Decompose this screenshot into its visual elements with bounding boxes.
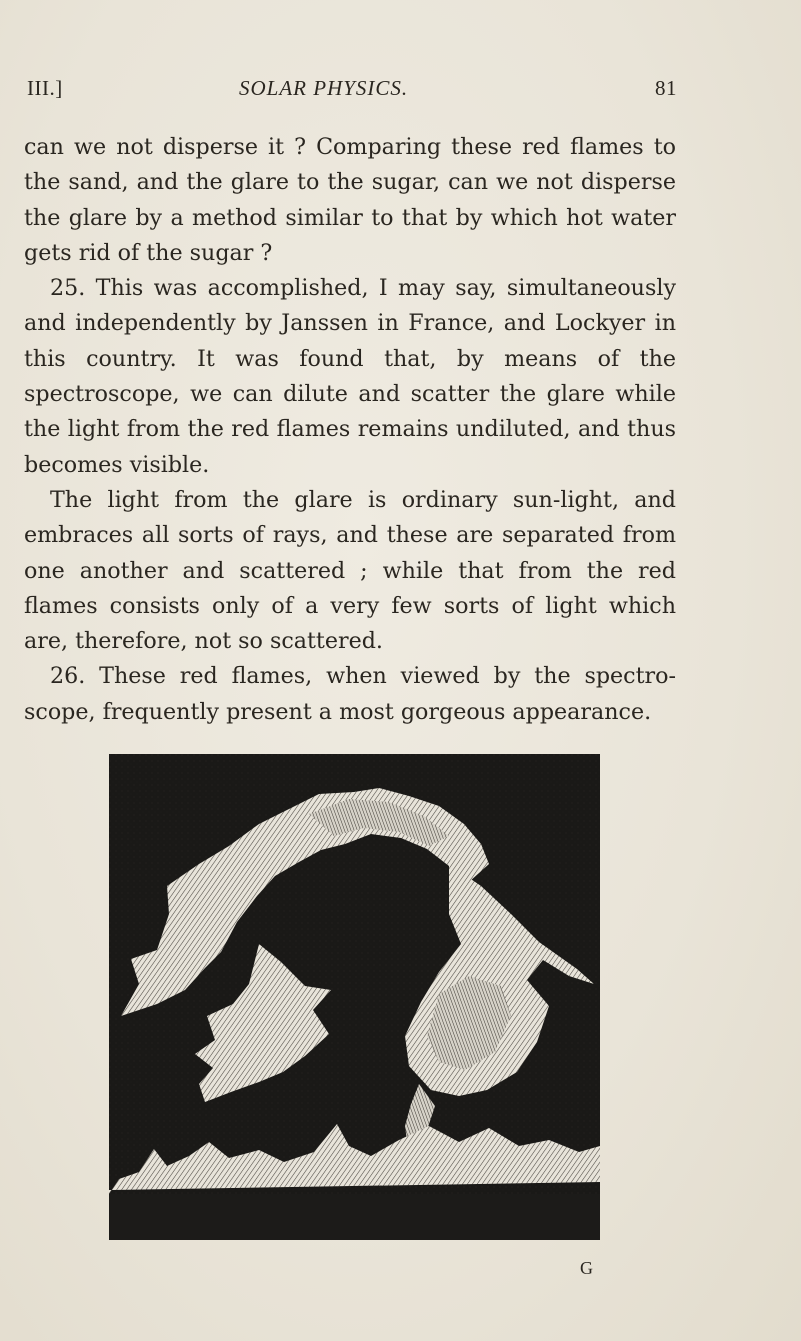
running-header [27,76,677,106]
running-title: SOLAR PHYSICS. [239,76,409,100]
paragraph: can we not disperse it ? Comparing these red flames to the sand, and the glare to the sugar, can we not disperse the glare by a method similar to that by which hot water gets rid of the sugar ? [24,134,676,266]
chapter-number: III.] [27,76,63,100]
paragraph: 26. These red flames, when viewed by the spectroscope, frequently present a most gorgeous appearance. [24,663,676,725]
body-text [24,130,676,730]
paragraph: The light from the glare is ordinary sun-light, and embraces all sorts of rays, and these are separated from one another and scattered ; while that from the red flames consists only of a very few sorts of light which are, therefore, not so scattered. [24,486,676,655]
signature-mark: G [580,1258,593,1278]
page-number: 81 [655,76,677,100]
solar-prominence-engraving [109,754,600,1240]
paragraph: 25. This was accomplished, I may say, simultaneously and independently by Janssen in France, and Lockyer in this country. It was found that, by means of the spectroscope, we can dilute and scatter the glare while the light from the red flames remains undiluted, and thus becomes visible. [24,275,676,478]
figure-base-band [109,1194,600,1240]
